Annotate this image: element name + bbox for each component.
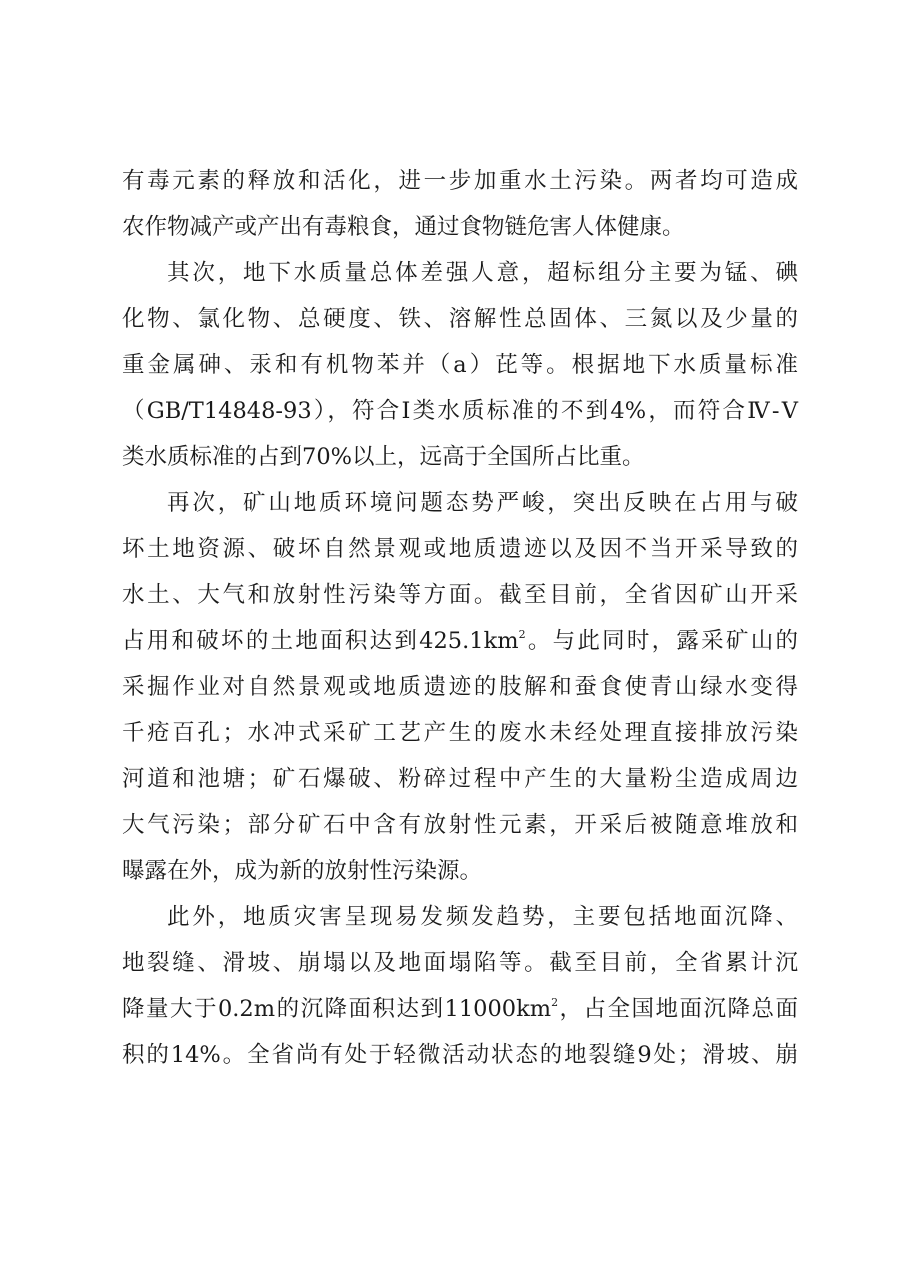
text-line: 坏土地资源、破坏自然景观或地质遗迹以及因不当开采导致的 <box>122 536 798 562</box>
text-line: 农作物减产或产出有毒粮食，通过食物链危害人体健康。 <box>122 214 685 240</box>
text-line: 类水质标准的占到70%以上，远高于全国所占比重。 <box>122 444 645 470</box>
paragraph <box>122 250 798 480</box>
text-line: 降量大于0.2m的沉降面积达到$11000km^2$，占全国地面沉降总面 <box>122 996 798 1022</box>
paragraph <box>122 480 798 894</box>
text-line: （GB/T14848-93），符合Ⅰ类水质标准的不到4%，而符合Ⅳ-Ⅴ <box>122 398 798 424</box>
text-line: 占用和破坏的土地面积达到$425.1km^2$。与此同时，露采矿山的 <box>122 628 798 654</box>
text-line: 采掘作业对自然景观或地质遗迹的肢解和蚕食使青山绿水变得 <box>122 674 798 700</box>
paragraph <box>122 158 798 250</box>
text-line: 化物、氯化物、总硬度、铁、溶解性总固体、三氮以及少量的 <box>122 306 798 332</box>
text-line: 千疮百孔；水冲式采矿工艺产生的废水未经处理直接排放污染 <box>122 720 798 746</box>
text-line: 有毒元素的释放和活化，进一步加重水土污染。两者均可造成 <box>122 168 798 194</box>
document-body <box>122 158 798 1078</box>
text-line: 此外，地质灾害呈现易发频发趋势，主要包括地面沉降、 <box>167 904 798 930</box>
text-line: 河道和池塘；矿石爆破、粉碎过程中产生的大量粉尘造成周边 <box>122 766 798 792</box>
text-line: 大气污染；部分矿石中含有放射性元素，开采后被随意堆放和 <box>122 812 798 838</box>
text-line: 重金属砷、汞和有机物苯并（a）芘等。根据地下水质量标准 <box>122 352 798 378</box>
text-line: 水土、大气和放射性污染等方面。截至目前，全省因矿山开采 <box>122 582 798 608</box>
text-line: 再次，矿山地质环境问题态势严峻，突出反映在占用与破 <box>167 490 798 516</box>
paragraph <box>122 894 798 1078</box>
text-line: 其次，地下水质量总体差强人意，超标组分主要为锰、碘 <box>167 260 798 286</box>
text-line: 曝露在外，成为新的放射性污染源。 <box>122 858 483 884</box>
text-line: 积的14%。全省尚有处于轻微活动状态的地裂缝9处；滑坡、崩 <box>122 1042 798 1068</box>
text-line: 地裂缝、滑坡、崩塌以及地面塌陷等。截至目前，全省累计沉 <box>122 950 798 976</box>
